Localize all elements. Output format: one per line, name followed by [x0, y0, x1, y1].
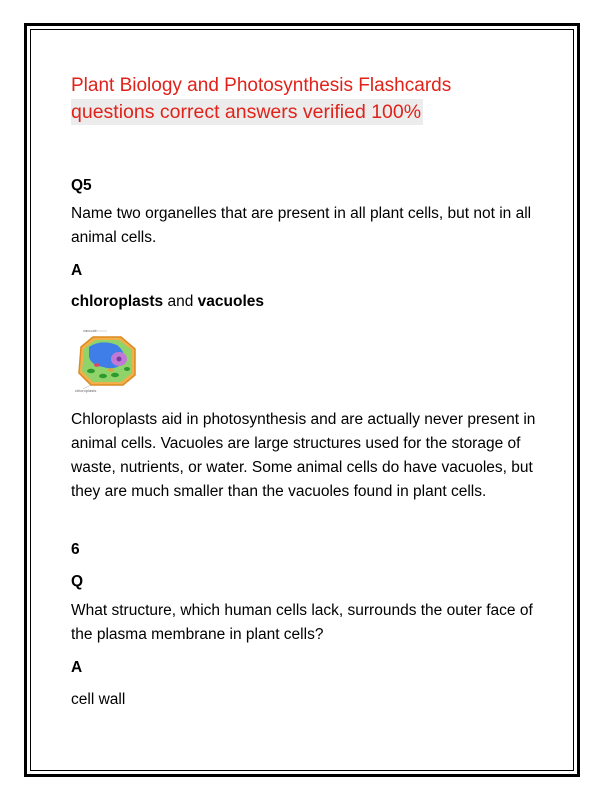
plant-cell-diagram: [73, 325, 141, 393]
card-number: 6: [71, 541, 80, 558]
question-label: Q: [71, 573, 84, 590]
diagram-label-vacuole: vacuole: [83, 328, 97, 333]
question-label: Q5: [71, 177, 92, 194]
answer-label: A: [71, 262, 83, 279]
document-subtitle: questions correct answers verified 100%: [71, 101, 422, 123]
answer-text: cell wall: [71, 691, 126, 708]
answer-text: [71, 290, 264, 314]
document-content: [71, 73, 541, 708]
document-title: Plant Biology and Photosynthesis Flashcards: [71, 75, 452, 96]
answer-explanation: Chloroplasts aid in photosynthesis and are actually never present in animal cells. Vacuoles are large structures used for the storage of waste, nutrients, or water. Some animal cells do have vacuoles, but they are much smaller than the vacuoles found in plant cells.: [71, 411, 536, 500]
answer-label: A: [71, 659, 83, 676]
page-border-inner: [30, 29, 574, 771]
answer-joiner: and: [163, 293, 198, 310]
diagram-label-chloroplasts: chloroplasts: [75, 388, 97, 393]
answer-term-chloroplasts: chloroplasts: [71, 293, 164, 310]
question-text: Name two organelles that are present in all plant cells, but not in all animal cells.: [71, 205, 532, 246]
answer-term-vacuoles: vacuoles: [197, 293, 265, 310]
question-text: What structure, which human cells lack, surrounds the outer face of the plasma membrane in plant cells?: [71, 602, 533, 643]
